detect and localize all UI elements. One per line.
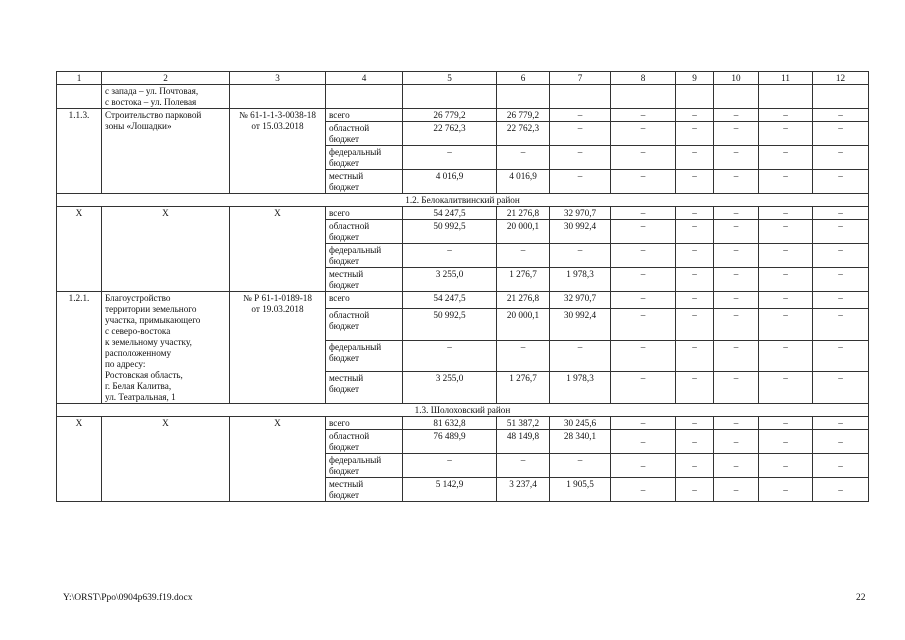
table-row [57, 109, 869, 122]
funding-source: всего [326, 207, 403, 220]
value-cell: – [676, 417, 714, 430]
value-cell: – [714, 340, 759, 372]
item-number: X [57, 207, 102, 292]
column-header: 1 [57, 72, 102, 85]
value-cell: – [714, 309, 759, 341]
table-body [57, 72, 869, 502]
footer-file-path: Y:\ORST\Ppo\0904p639.f19.docx [63, 593, 193, 603]
value-cell: 51 387,2 [497, 417, 550, 430]
value-cell [714, 85, 759, 109]
value-cell: – [714, 207, 759, 220]
value-cell: – [714, 417, 759, 430]
value-cell: – [813, 292, 869, 309]
value-cell [759, 85, 813, 109]
funding-source: областной бюджет [326, 122, 403, 146]
value-cell: – [550, 109, 611, 122]
value-cell: – [813, 430, 869, 454]
value-cell: – [714, 220, 759, 244]
value-cell: – [611, 454, 676, 478]
value-cell: – [611, 292, 676, 309]
value-cell: – [714, 430, 759, 454]
value-cell: 48 149,8 [497, 430, 550, 454]
value-cell [497, 85, 550, 109]
section-title: 1.2. Белокалитвинский район [57, 194, 869, 207]
value-cell: 22 762,3 [497, 122, 550, 146]
column-header: 9 [676, 72, 714, 85]
value-cell: 26 779,2 [497, 109, 550, 122]
value-cell: – [813, 244, 869, 268]
value-cell [611, 85, 676, 109]
section-row [57, 194, 869, 207]
value-cell: – [676, 292, 714, 309]
value-cell: – [676, 109, 714, 122]
value-cell: – [714, 170, 759, 194]
value-cell: 21 276,8 [497, 207, 550, 220]
item-number: 1.1.3. [57, 109, 102, 194]
funding-source: федеральный бюджет [326, 146, 403, 170]
value-cell: 26 779,2 [403, 109, 497, 122]
item-number [57, 85, 102, 109]
value-cell: – [676, 207, 714, 220]
value-cell: 4 016,9 [403, 170, 497, 194]
value-cell: – [550, 340, 611, 372]
value-cell: – [611, 340, 676, 372]
value-cell: – [813, 146, 869, 170]
value-cell [550, 85, 611, 109]
funding-source [326, 85, 403, 109]
value-cell: – [759, 430, 813, 454]
value-cell: – [611, 109, 676, 122]
funding-source: всего [326, 417, 403, 430]
value-cell: 1 276,7 [497, 372, 550, 404]
value-cell: – [611, 268, 676, 292]
value-cell: 4 016,9 [497, 170, 550, 194]
value-cell: – [759, 340, 813, 372]
value-cell: – [759, 309, 813, 341]
value-cell: – [676, 454, 714, 478]
value-cell: – [497, 340, 550, 372]
value-cell: – [813, 478, 869, 502]
value-cell: 3 255,0 [403, 372, 497, 404]
funding-source: всего [326, 292, 403, 309]
value-cell: – [813, 109, 869, 122]
section-title: 1.3. Шолоховский район [57, 404, 869, 417]
value-cell: – [759, 146, 813, 170]
value-cell: 54 247,5 [403, 292, 497, 309]
value-cell: – [497, 454, 550, 478]
funding-source: местный бюджет [326, 372, 403, 404]
value-cell: – [676, 268, 714, 292]
value-cell: 50 992,5 [403, 220, 497, 244]
value-cell: – [759, 109, 813, 122]
page-number: 22 [856, 593, 866, 603]
value-cell: – [611, 170, 676, 194]
value-cell: – [759, 220, 813, 244]
value-cell: 50 992,5 [403, 309, 497, 341]
funding-source: областной бюджет [326, 220, 403, 244]
funding-source: федеральный бюджет [326, 454, 403, 478]
value-cell: – [813, 454, 869, 478]
value-cell: 30 992,4 [550, 220, 611, 244]
value-cell: 20 000,1 [497, 220, 550, 244]
value-cell: – [714, 122, 759, 146]
value-cell: – [714, 146, 759, 170]
value-cell: – [611, 146, 676, 170]
table-header-row [57, 72, 869, 85]
column-header: 12 [813, 72, 869, 85]
value-cell: 1 905,5 [550, 478, 611, 502]
value-cell: – [550, 244, 611, 268]
value-cell: – [403, 340, 497, 372]
value-cell: – [611, 417, 676, 430]
section-row [57, 404, 869, 417]
table-row [57, 207, 869, 220]
item-number: 1.2.1. [57, 292, 102, 404]
value-cell: – [714, 292, 759, 309]
value-cell: – [714, 478, 759, 502]
budget-table [56, 71, 869, 502]
value-cell: – [497, 146, 550, 170]
value-cell: – [403, 244, 497, 268]
value-cell: – [813, 220, 869, 244]
document-reference [230, 85, 326, 109]
item-description: Строительство парковой зоны «Лошадки» [102, 109, 230, 194]
value-cell: – [759, 478, 813, 502]
value-cell: – [813, 340, 869, 372]
funding-source: местный бюджет [326, 268, 403, 292]
value-cell: – [759, 122, 813, 146]
value-cell: 1 978,3 [550, 268, 611, 292]
column-header: 10 [714, 72, 759, 85]
document-reference: № 61-1-1-3-0038-18 от 15.03.2018 [230, 109, 326, 194]
column-header: 3 [230, 72, 326, 85]
value-cell: 22 762,3 [403, 122, 497, 146]
value-cell: 30 992,4 [550, 309, 611, 341]
column-header: 7 [550, 72, 611, 85]
value-cell: – [403, 454, 497, 478]
table-row [57, 85, 869, 109]
value-cell: – [714, 454, 759, 478]
value-cell: – [611, 309, 676, 341]
value-cell: – [550, 170, 611, 194]
funding-source: областной бюджет [326, 309, 403, 341]
value-cell: – [813, 122, 869, 146]
value-cell: – [611, 244, 676, 268]
value-cell: – [611, 430, 676, 454]
value-cell: – [714, 109, 759, 122]
value-cell: – [759, 170, 813, 194]
value-cell: – [611, 207, 676, 220]
value-cell [403, 85, 497, 109]
value-cell: 1 276,7 [497, 268, 550, 292]
item-description: X [102, 207, 230, 292]
document-reference: X [230, 417, 326, 502]
value-cell: – [676, 340, 714, 372]
funding-source: федеральный бюджет [326, 340, 403, 372]
value-cell: – [611, 478, 676, 502]
value-cell: 21 276,8 [497, 292, 550, 309]
document-reference: X [230, 207, 326, 292]
value-cell: 3 255,0 [403, 268, 497, 292]
column-header: 11 [759, 72, 813, 85]
value-cell: – [714, 268, 759, 292]
value-cell: – [611, 122, 676, 146]
value-cell: – [759, 417, 813, 430]
value-cell: 32 970,7 [550, 292, 611, 309]
value-cell: 54 247,5 [403, 207, 497, 220]
value-cell: – [813, 309, 869, 341]
column-header: 5 [403, 72, 497, 85]
funding-source: областной бюджет [326, 430, 403, 454]
funding-source: местный бюджет [326, 170, 403, 194]
value-cell: 76 489,9 [403, 430, 497, 454]
value-cell: – [676, 309, 714, 341]
value-cell: – [676, 372, 714, 404]
item-description: X [102, 417, 230, 502]
value-cell: – [676, 430, 714, 454]
value-cell: – [611, 220, 676, 244]
value-cell: – [676, 478, 714, 502]
column-header: 8 [611, 72, 676, 85]
value-cell: – [676, 244, 714, 268]
value-cell: – [759, 207, 813, 220]
value-cell: 32 970,7 [550, 207, 611, 220]
funding-source: федеральный бюджет [326, 244, 403, 268]
item-number: X [57, 417, 102, 502]
value-cell: 5 142,9 [403, 478, 497, 502]
value-cell: – [714, 372, 759, 404]
value-cell: – [550, 122, 611, 146]
value-cell: – [676, 220, 714, 244]
value-cell: – [759, 372, 813, 404]
value-cell: – [759, 244, 813, 268]
value-cell: – [813, 207, 869, 220]
value-cell: – [813, 417, 869, 430]
value-cell: – [759, 454, 813, 478]
document-reference: № Р 61-1-0189-18 от 19.03.2018 [230, 292, 326, 404]
value-cell: – [611, 372, 676, 404]
value-cell: 1 978,3 [550, 372, 611, 404]
column-header: 2 [102, 72, 230, 85]
value-cell: 28 340,1 [550, 430, 611, 454]
value-cell: – [813, 268, 869, 292]
value-cell: – [550, 146, 611, 170]
value-cell: 81 632,8 [403, 417, 497, 430]
item-description: Благоустройство территории земельного участка, примыкающего с северо-востока к земельному участку, расположенному по адресу: Ростовская область, г. Белая Калитва, ул. Театральная, 1 [102, 292, 230, 404]
funding-source: местный бюджет [326, 478, 403, 502]
column-header: 6 [497, 72, 550, 85]
value-cell: – [497, 244, 550, 268]
value-cell: – [676, 122, 714, 146]
value-cell: – [813, 170, 869, 194]
table-row [57, 417, 869, 430]
value-cell: 20 000,1 [497, 309, 550, 341]
funding-source: всего [326, 109, 403, 122]
value-cell: – [550, 454, 611, 478]
value-cell: – [403, 146, 497, 170]
value-cell: – [759, 292, 813, 309]
item-description: с запада – ул. Почтовая, с востока – ул. Полевая [102, 85, 230, 109]
value-cell: 30 245,6 [550, 417, 611, 430]
value-cell [676, 85, 714, 109]
value-cell: 3 237,4 [497, 478, 550, 502]
value-cell [813, 85, 869, 109]
value-cell: – [759, 268, 813, 292]
table-row [57, 292, 869, 309]
value-cell: – [813, 372, 869, 404]
value-cell: – [676, 146, 714, 170]
value-cell: – [714, 244, 759, 268]
column-header: 4 [326, 72, 403, 85]
value-cell: – [676, 170, 714, 194]
